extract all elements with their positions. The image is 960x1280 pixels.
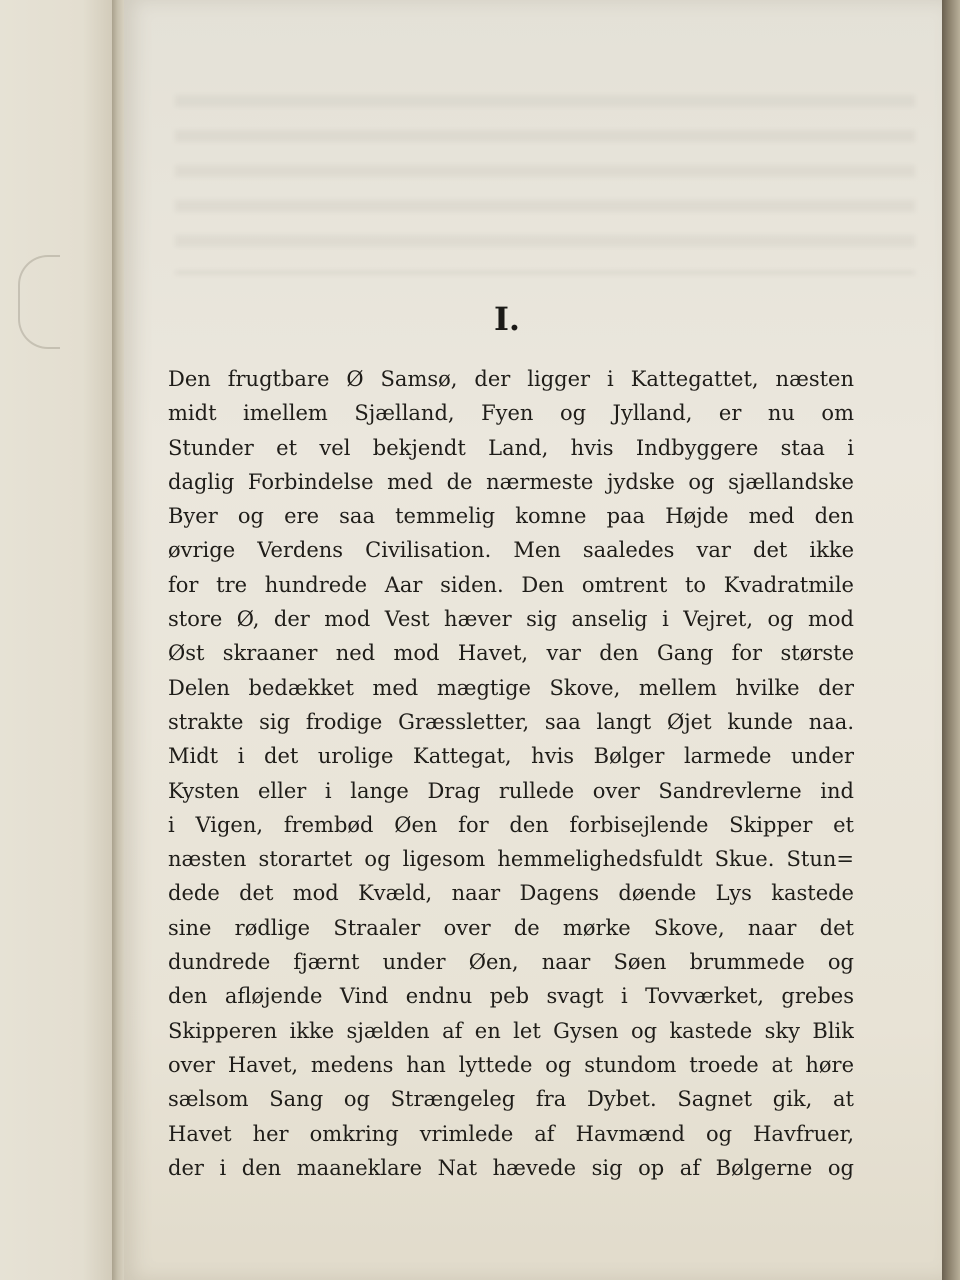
text-line: over Havet, medens han lyttede og stundom troede at høre [168,1052,854,1077]
text-line: Byer og ere saa temmelig komne paa Højde med den [168,504,854,529]
chapter-heading: I. [493,300,521,338]
text-line: sælsom Sang og Strængeleg fra Dybet. Sagnet gik, at [168,1087,854,1112]
text-line: i Vigen, frembød Øen for den forbisejlende Skipper et [168,812,854,837]
text-line: daglig Forbindelse med de nærmeste jydske og sjællandske [168,469,854,494]
left-page [0,0,118,1280]
text-line: dundrede fjærnt under Øen, naar Søen brummede og [168,950,854,975]
text-line: øvrige Verdens Civilisation. Men saaledes var det ikke [168,538,854,563]
text-line: Øst skraaner ned mod Havet, var den Gang for største [168,641,854,666]
text-line: Skipperen ikke sjælden af en let Gysen og kastede sky Blik [168,1018,854,1043]
text-line: næsten storartet og ligesom hemmelighedsfuldt Skue. Stun= [168,847,854,872]
body-paragraph [168,362,854,1185]
text-line: Havet her omkring vrimlede af Havmænd og Havfruer, [168,1121,854,1146]
text-line: Delen bedækket med mægtige Skove, mellem hvilke der [168,675,854,700]
text-line: den afløjende Vind endnu peb svagt i Tovværket, grebes [168,984,854,1009]
text-line: midt imellem Sjælland, Fyen og Jylland, er nu om [168,401,854,426]
text-line: Stunder et vel bekjendt Land, hvis Indbyggere staa i [168,435,854,460]
text-line: store Ø, der mod Vest hæver sig anselig i Vejret, og mod [168,607,854,632]
text-line: sine rødlige Straaler over de mørke Skove, naar det [168,915,854,940]
text-line: Midt i det urolige Kattegat, hvis Bølger larmede under [168,744,854,769]
text-line: for tre hundrede Aar siden. Den omtrent to Kvadratmile [168,572,854,597]
text-line: der i den maaneklare Nat hævede sig op af Bølgerne og [168,1155,854,1180]
text-line: strakte sig frodige Græssletter, saa langt Øjet kunde naa. [168,709,854,734]
show-through-text [175,95,915,275]
text-line: dede det mod Kvæld, naar Dagens døende Lys kastede [168,881,854,906]
text-line: Kysten eller i lange Drag rullede over Sandrevlerne ind [168,778,854,803]
page-edge [942,0,960,1280]
text-line: Den frugtbare Ø Samsø, der ligger i Kattegattet, næsten [168,367,854,391]
